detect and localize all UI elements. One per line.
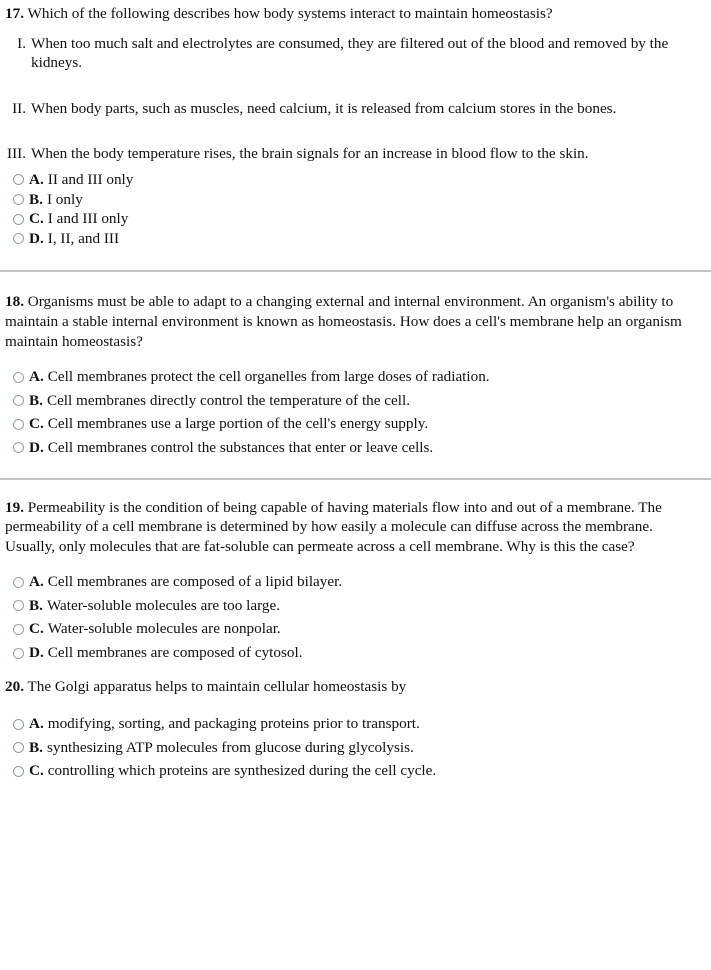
radio-button-icon[interactable] (13, 174, 24, 185)
roman-item-text: When the body temperature rises, the brain signals for an increase in blood flow to the skin. (31, 145, 589, 163)
choice-text: Cell membranes use a large portion of the cell's energy supply. (47, 415, 429, 433)
roman-item (5, 144, 697, 164)
choice-option[interactable] (5, 761, 697, 781)
radio-button-icon[interactable] (13, 719, 24, 730)
radio-button-icon[interactable] (13, 624, 24, 635)
question-20-number: 20. (5, 677, 24, 695)
choice-letter: C. (29, 210, 44, 228)
question-17-stem (5, 4, 697, 24)
roman-item-label: III. (7, 145, 26, 163)
radio-button-icon[interactable] (13, 766, 24, 777)
choice-letter: B. (29, 190, 43, 208)
spacer (0, 480, 711, 498)
choice-letter: A. (29, 715, 44, 733)
roman-item-text: When body parts, such as muscles, need calcium, it is released from calcium stores in the bones. (31, 99, 617, 117)
question-18-number: 18. (5, 293, 24, 311)
choice-text: I, II, and III (47, 229, 120, 247)
spacer (0, 663, 711, 677)
choice-option[interactable] (5, 229, 697, 249)
radio-button-icon[interactable] (13, 419, 24, 430)
choice-letter: D. (29, 644, 44, 662)
choice-letter: D. (29, 229, 44, 247)
radio-button-icon[interactable] (13, 214, 24, 225)
question-block-18 (0, 292, 711, 457)
radio-button-icon[interactable] (13, 194, 24, 205)
choice-text: I and III only (47, 210, 129, 228)
roman-item-text: When too much salt and electrolytes are consumed, they are filtered out of the blood and removed by the kidneys. (31, 34, 669, 72)
spacer (0, 248, 711, 270)
choice-letter: B. (29, 738, 43, 756)
choice-text: Cell membranes are composed of a lipid bilayer. (47, 573, 343, 591)
spacer (5, 351, 697, 367)
roman-item-label: II. (12, 99, 26, 117)
choice-text: Water-soluble molecules are nonpolar. (47, 620, 281, 638)
spacer (5, 696, 697, 714)
roman-item (5, 99, 697, 119)
choice-option[interactable] (5, 738, 697, 758)
roman-item-label: I. (17, 34, 26, 52)
radio-button-icon[interactable] (13, 577, 24, 588)
radio-button-icon[interactable] (13, 742, 24, 753)
spacer (0, 272, 711, 292)
choice-text: Cell membranes protect the cell organelles from large doses of radiation. (47, 368, 490, 386)
spacer (5, 556, 697, 572)
roman-item (5, 34, 697, 73)
choice-option[interactable] (5, 643, 697, 663)
choice-letter: D. (29, 438, 44, 456)
spacer (0, 458, 711, 478)
choice-option[interactable] (5, 190, 697, 210)
choice-text: Water-soluble molecules are too large. (46, 596, 281, 614)
choice-option[interactable] (5, 414, 697, 434)
choice-letter: B. (29, 391, 43, 409)
choice-letter: A. (29, 170, 44, 188)
question-17-roman-list (5, 34, 697, 164)
question-17-number: 17. (5, 5, 24, 22)
question-block-20 (0, 677, 711, 781)
choice-text: modifying, sorting, and packaging proteins prior to transport. (47, 715, 420, 733)
choice-option[interactable] (5, 596, 697, 616)
question-19-choices (5, 572, 697, 662)
question-block-17 (0, 4, 711, 248)
choice-text: synthesizing ATP molecules from glucose during glycolysis. (46, 738, 414, 756)
radio-button-icon[interactable] (13, 233, 24, 244)
question-19-stem-text: Permeability is the condition of being capable of having materials flow into and out of a membrane. The permeability of a cell membrane is determined by how easily a molecule can diffuse across the membrane. Usually, only molecules that are fat-soluble can permeate across a cell membrane. Why is this the case? (5, 498, 662, 555)
choice-option[interactable] (5, 438, 697, 458)
choice-text: controlling which proteins are synthesized during the cell cycle. (47, 762, 437, 780)
spacer (5, 118, 697, 144)
spacer (5, 73, 697, 99)
question-18-stem (5, 292, 697, 351)
radio-button-icon[interactable] (13, 442, 24, 453)
choice-letter: A. (29, 573, 44, 591)
choice-option[interactable] (5, 209, 697, 229)
choice-text: I only (46, 190, 83, 208)
choice-letter: C. (29, 620, 44, 638)
question-17-stem-text: Which of the following describes how body systems interact to maintain homeostasis? (27, 5, 553, 22)
choice-text: Cell membranes control the substances that enter or leave cells. (47, 438, 434, 456)
radio-button-icon[interactable] (13, 648, 24, 659)
choice-text: Cell membranes are composed of cytosol. (47, 644, 303, 662)
question-17-choices (5, 170, 697, 248)
choice-letter: A. (29, 368, 44, 386)
choice-option[interactable] (5, 714, 697, 734)
question-20-choices (5, 714, 697, 781)
choice-letter: B. (29, 596, 43, 614)
question-18-stem-text: Organisms must be able to adapt to a changing external and internal environment. An organism's ability to maintain a stable internal environment is known as homeostasis. How does a cell's membrane help an organism maintain homeostasis? (5, 293, 682, 350)
question-19-stem (5, 498, 697, 557)
question-19-number: 19. (5, 498, 24, 516)
choice-option[interactable] (5, 619, 697, 639)
radio-button-icon[interactable] (13, 372, 24, 383)
choice-letter: C. (29, 415, 44, 433)
choice-text: Cell membranes directly control the temperature of the cell. (46, 391, 411, 409)
question-20-stem (5, 677, 697, 697)
choice-letter: C. (29, 762, 44, 780)
question-block-19 (0, 498, 711, 663)
choice-option[interactable] (5, 572, 697, 592)
spacer (5, 24, 697, 34)
choice-option[interactable] (5, 367, 697, 387)
radio-button-icon[interactable] (13, 395, 24, 406)
choice-option[interactable] (5, 170, 697, 190)
choice-text: II and III only (47, 170, 134, 188)
question-20-stem-text: The Golgi apparatus helps to maintain cellular homeostasis by (27, 677, 407, 695)
choice-option[interactable] (5, 391, 697, 411)
radio-button-icon[interactable] (13, 600, 24, 611)
question-18-choices (5, 367, 697, 457)
